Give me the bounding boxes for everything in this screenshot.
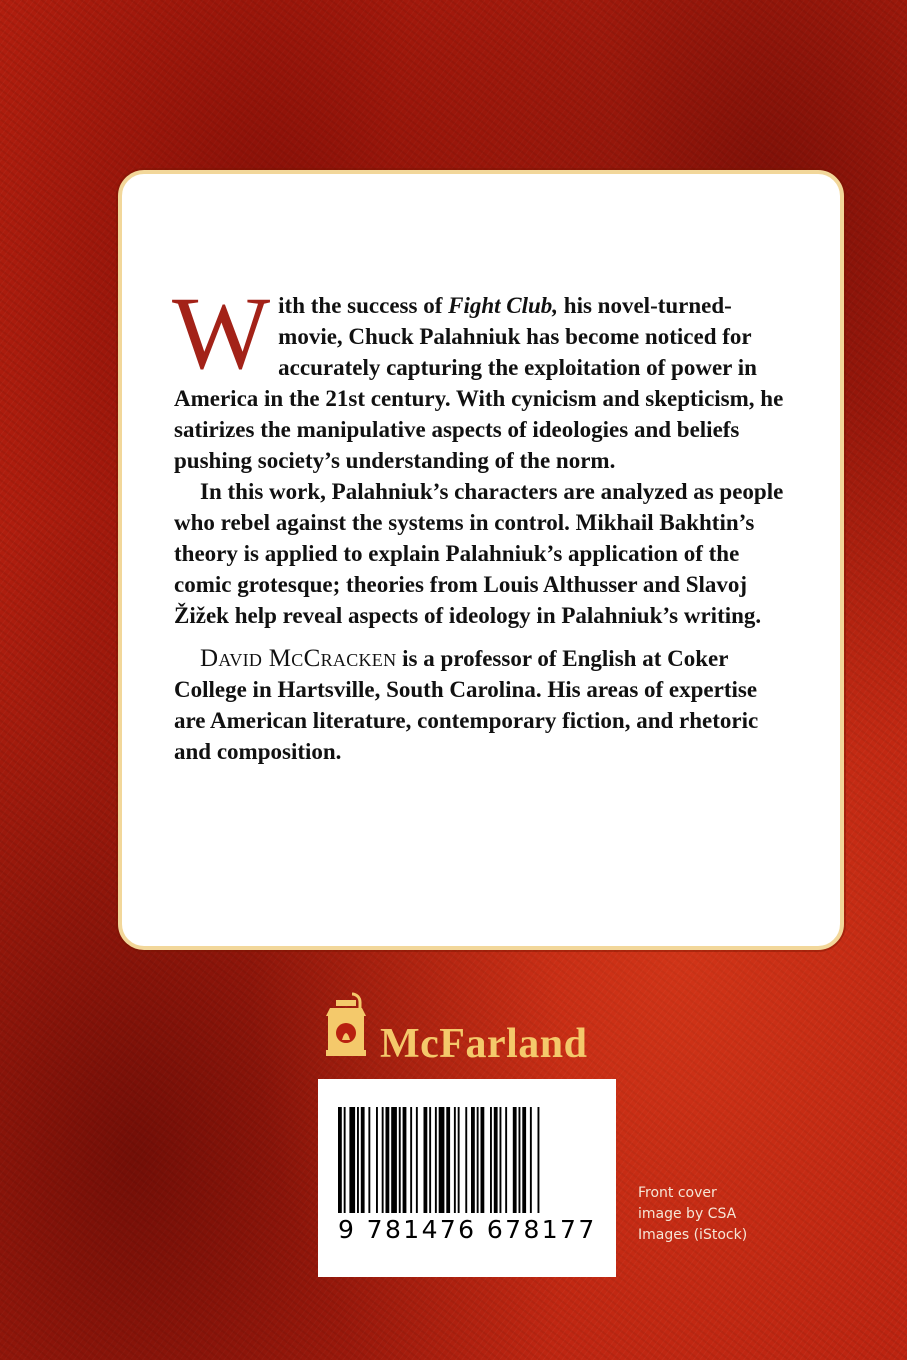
blurb-text (172, 276, 786, 767)
barcode-bar (446, 1107, 450, 1213)
barcode-bar (403, 1107, 407, 1213)
cover-credit: Front cover image by CSA Images (iStock) (638, 1185, 748, 1243)
barcode-bar (494, 1107, 498, 1213)
blurb-paragraph-1: With the success of Fight Club, his novel-turned-movie, Chuck Palahniuk has become noticed for accurately capturing the exploitation of power in America in the 21st century. With cynicism and skepticism, he satirizes the manipulative aspects of ideologies and beliefs pushing society’s understanding of the norm. (172, 276, 784, 473)
barcode-bar (410, 1107, 412, 1213)
barcode-bar (399, 1107, 401, 1213)
barcode-bar (382, 1107, 384, 1213)
barcode-bar (357, 1107, 359, 1213)
barcode-bar (522, 1107, 526, 1213)
barcode-bar (530, 1107, 532, 1213)
barcode-bar (349, 1107, 355, 1213)
barcode-bar (513, 1107, 517, 1213)
barcode-bar (490, 1107, 492, 1213)
barcode-bar (338, 1107, 342, 1213)
barcode-bar (471, 1107, 475, 1213)
barcode-bar (376, 1107, 378, 1213)
barcode-bars (338, 1107, 600, 1213)
isbn-digits: 9 781476 678177 (338, 1215, 597, 1244)
publisher-name: McFarland (380, 1021, 588, 1067)
book-title-fight-club: Fight Club, (448, 293, 559, 318)
barcode-bar (481, 1107, 485, 1213)
drop-cap: W (172, 276, 271, 391)
barcode-bar (505, 1107, 507, 1213)
publisher-logo (322, 990, 622, 1070)
barcode-bar (538, 1107, 540, 1213)
barcode-bar (386, 1107, 390, 1213)
barcode-bar (435, 1107, 437, 1213)
barcode-bar (424, 1107, 428, 1213)
barcode-bar (439, 1107, 445, 1213)
barcode-bar (416, 1107, 418, 1213)
lantern-icon (322, 990, 376, 1068)
barcode-bar (454, 1107, 456, 1213)
barcode-bar (391, 1107, 397, 1213)
author-name: David McCracken (200, 645, 397, 672)
barcode-bar (519, 1107, 521, 1213)
blurb-panel (118, 170, 844, 950)
barcode-bar (477, 1107, 479, 1213)
barcode-bar (458, 1107, 460, 1213)
barcode-bar (465, 1107, 467, 1213)
barcode-bar (361, 1107, 365, 1213)
barcode-bar (344, 1107, 346, 1213)
barcode-bar (368, 1107, 370, 1213)
author-bio: David McCracken is a professor of English at Coker College in Hartsville, South Carolina. His areas of expertise are American literature, contemporary fiction, and rhetoric and composition. (174, 645, 759, 764)
barcode-bar (429, 1107, 431, 1213)
barcode (318, 1079, 616, 1277)
barcode-bar (500, 1107, 502, 1213)
blurb-paragraph-2: In this work, Palahniuk’s characters are analyzed as people who rebel against the systems in control. Mikhail Bakhtin’s theory is applied to explain Palahniuk’s application of the comic grotesque; theories from Louis Althusser and Slavoj Žižek help reveal aspects of ideology in Palahniuk’s writing. (174, 479, 784, 628)
